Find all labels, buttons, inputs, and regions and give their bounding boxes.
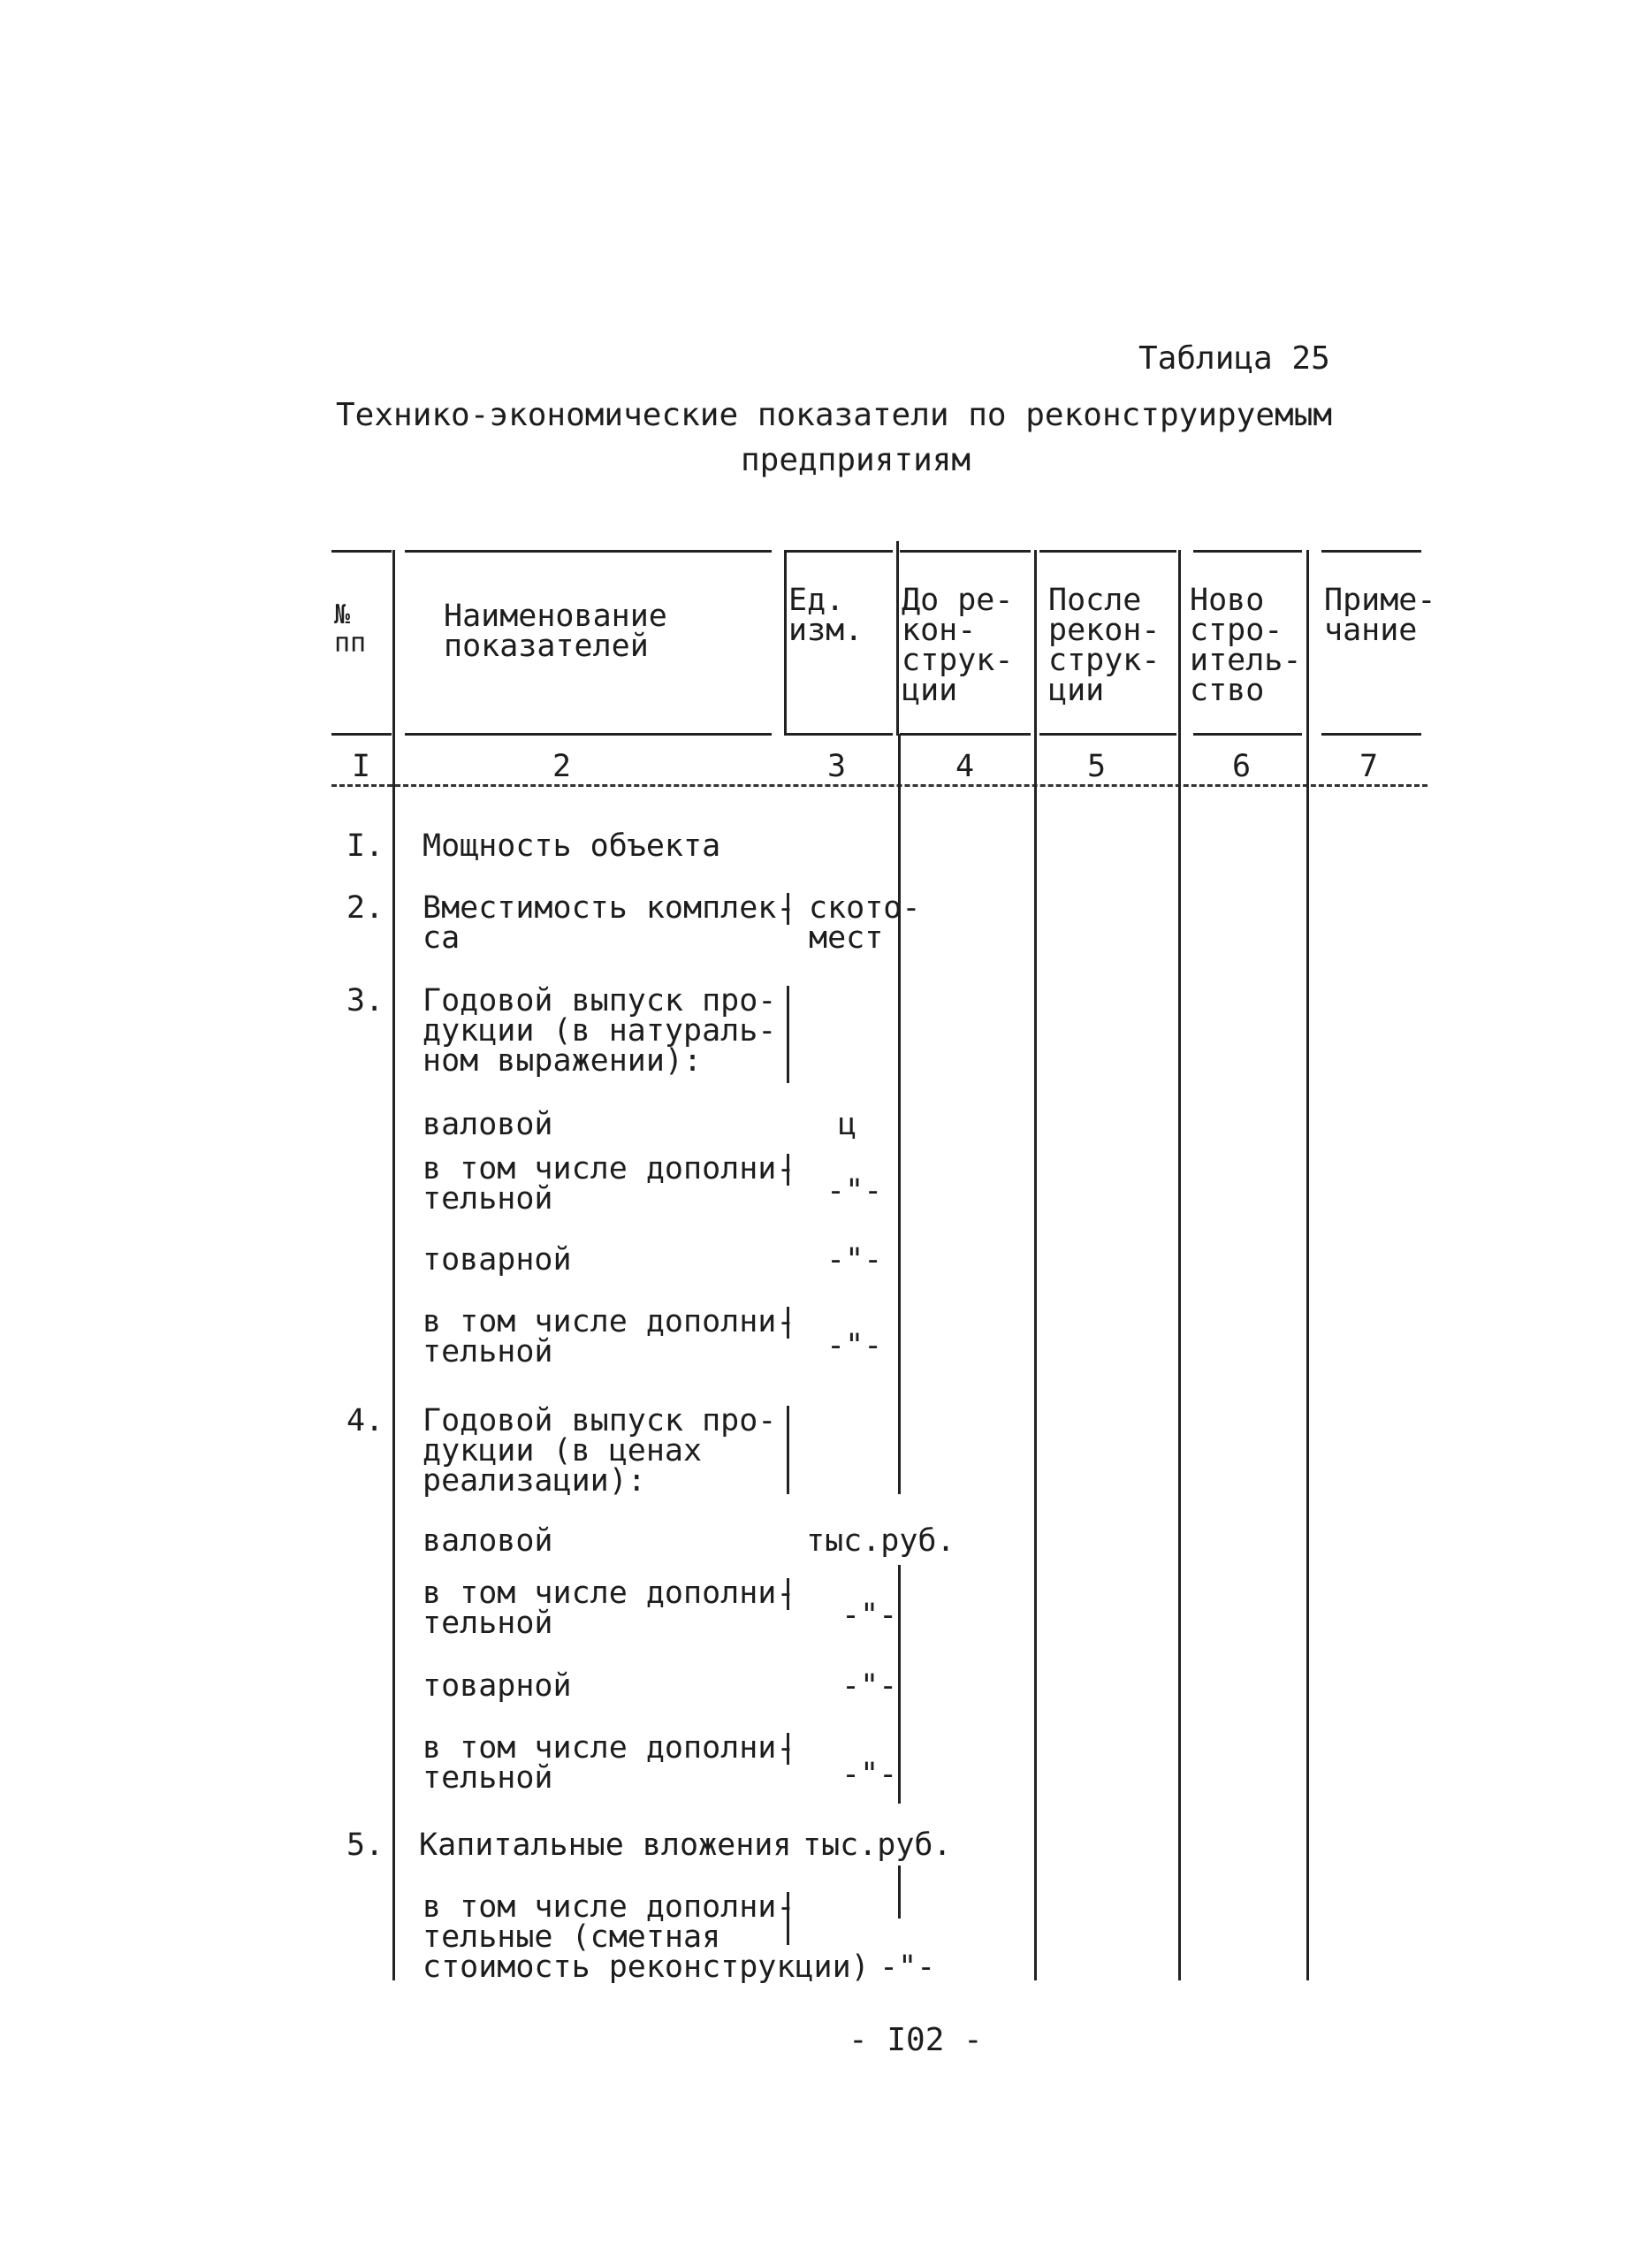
row-unit: ското- мест xyxy=(809,890,921,956)
row-unit: -"- xyxy=(841,1598,898,1633)
header-rule-col3 xyxy=(785,733,893,736)
row-num: 4. xyxy=(346,1403,384,1438)
top-rule-col2 xyxy=(405,550,772,553)
body-vline-1 xyxy=(392,734,395,1980)
body-vline-6 xyxy=(1306,734,1309,1980)
name-unit-sep-8 xyxy=(787,1406,789,1494)
header-vline-1 xyxy=(392,550,395,736)
header-vline-5 xyxy=(1178,550,1181,736)
header-rule-col4 xyxy=(900,733,1031,736)
header-before: До ре- кон- струк- ции xyxy=(902,583,1014,708)
header-rule-col5 xyxy=(1039,733,1176,736)
body-vline-unit-c xyxy=(898,1865,901,1919)
row-unit: тыс.руб. xyxy=(806,1523,955,1559)
column-number-6: 6 xyxy=(1232,749,1252,784)
header-num: № пп xyxy=(334,599,367,659)
row-name: товарной xyxy=(423,1668,572,1704)
row-unit: -"- xyxy=(879,1949,936,1985)
row-name: в том числе дополни- тельной xyxy=(423,1304,796,1369)
top-rule-col4 xyxy=(900,550,1031,553)
body-vline-unit-b xyxy=(898,1565,901,1804)
header-rule-col6 xyxy=(1193,733,1302,736)
row-name: Вместимость комплек- са xyxy=(423,890,796,956)
table-caption: Таблица 25 xyxy=(1138,340,1330,377)
row-name: в том числе дополни- тельные (сметная стоимость реконструкции) xyxy=(423,1889,870,1985)
column-number-3: 3 xyxy=(827,749,847,784)
row-name: валовой xyxy=(423,1107,553,1142)
row-name: Капитальные вложения xyxy=(419,1827,792,1863)
row-num: 5. xyxy=(346,1827,384,1863)
row-name: Годовой выпуск про- дукции (в ценах реализации): xyxy=(423,1403,777,1499)
header-rule-col7 xyxy=(1321,733,1421,736)
row-unit: ц xyxy=(838,1107,857,1142)
top-rule-col3 xyxy=(785,550,893,553)
row-num: 2. xyxy=(346,890,384,926)
row-unit: -"- xyxy=(826,1328,883,1363)
row-name: товарной xyxy=(423,1242,572,1278)
header-vline-6 xyxy=(1306,550,1309,736)
column-number-4: 4 xyxy=(955,749,975,784)
body-vline-5 xyxy=(1178,734,1181,1980)
row-unit: тыс.руб. xyxy=(803,1827,952,1863)
row-unit: -"- xyxy=(841,1757,898,1792)
header-after: После рекон- струк- ции xyxy=(1048,583,1161,708)
column-number-7: 7 xyxy=(1359,749,1379,784)
row-name: в том числе дополни- тельной xyxy=(423,1730,796,1796)
row-name: Годовой выпуск про- дукции (в натураль- ном выражении): xyxy=(423,983,777,1079)
header-vline-2 xyxy=(784,550,787,736)
row-unit: -"- xyxy=(826,1173,883,1209)
header-new: Ново стро- итель- ство xyxy=(1190,583,1302,708)
column-numbers-rule xyxy=(331,784,1427,787)
name-unit-sep-3 xyxy=(787,986,789,1083)
row-name: в том числе дополни- тельной xyxy=(423,1575,796,1641)
row-num: 3. xyxy=(346,983,384,1019)
row-num: I. xyxy=(346,828,384,864)
body-vline-unit-a xyxy=(898,734,901,1494)
header-rule-col1 xyxy=(331,733,392,736)
header-vline-3 xyxy=(896,541,899,736)
body-vline-4 xyxy=(1034,734,1037,1980)
row-name: Мощность объекта xyxy=(423,828,721,864)
header-name: Наименование показателей xyxy=(444,599,667,664)
header-vline-4 xyxy=(1034,550,1037,736)
header-note: Приме- чание xyxy=(1324,583,1436,648)
top-rule-col5 xyxy=(1039,550,1176,553)
top-rule-col6 xyxy=(1193,550,1302,553)
table-title-line1: Технико-экономические показатели по реконструируемым xyxy=(336,397,1333,433)
row-name: валовой xyxy=(423,1523,553,1559)
top-rule-col1 xyxy=(331,550,392,553)
page-number: - I02 - xyxy=(849,2022,983,2058)
column-number-5: 5 xyxy=(1087,749,1107,784)
row-unit: -"- xyxy=(826,1242,883,1278)
table-title-line2: предприятиям xyxy=(741,442,971,478)
row-unit: -"- xyxy=(841,1668,898,1704)
column-number-2: 2 xyxy=(552,749,572,784)
column-number-1: I xyxy=(352,749,371,784)
row-name: в том числе дополни- тельной xyxy=(423,1151,796,1217)
header-unit: Ед. изм. xyxy=(788,583,864,648)
header-rule-col2 xyxy=(405,733,772,736)
top-rule-col7 xyxy=(1321,550,1421,553)
